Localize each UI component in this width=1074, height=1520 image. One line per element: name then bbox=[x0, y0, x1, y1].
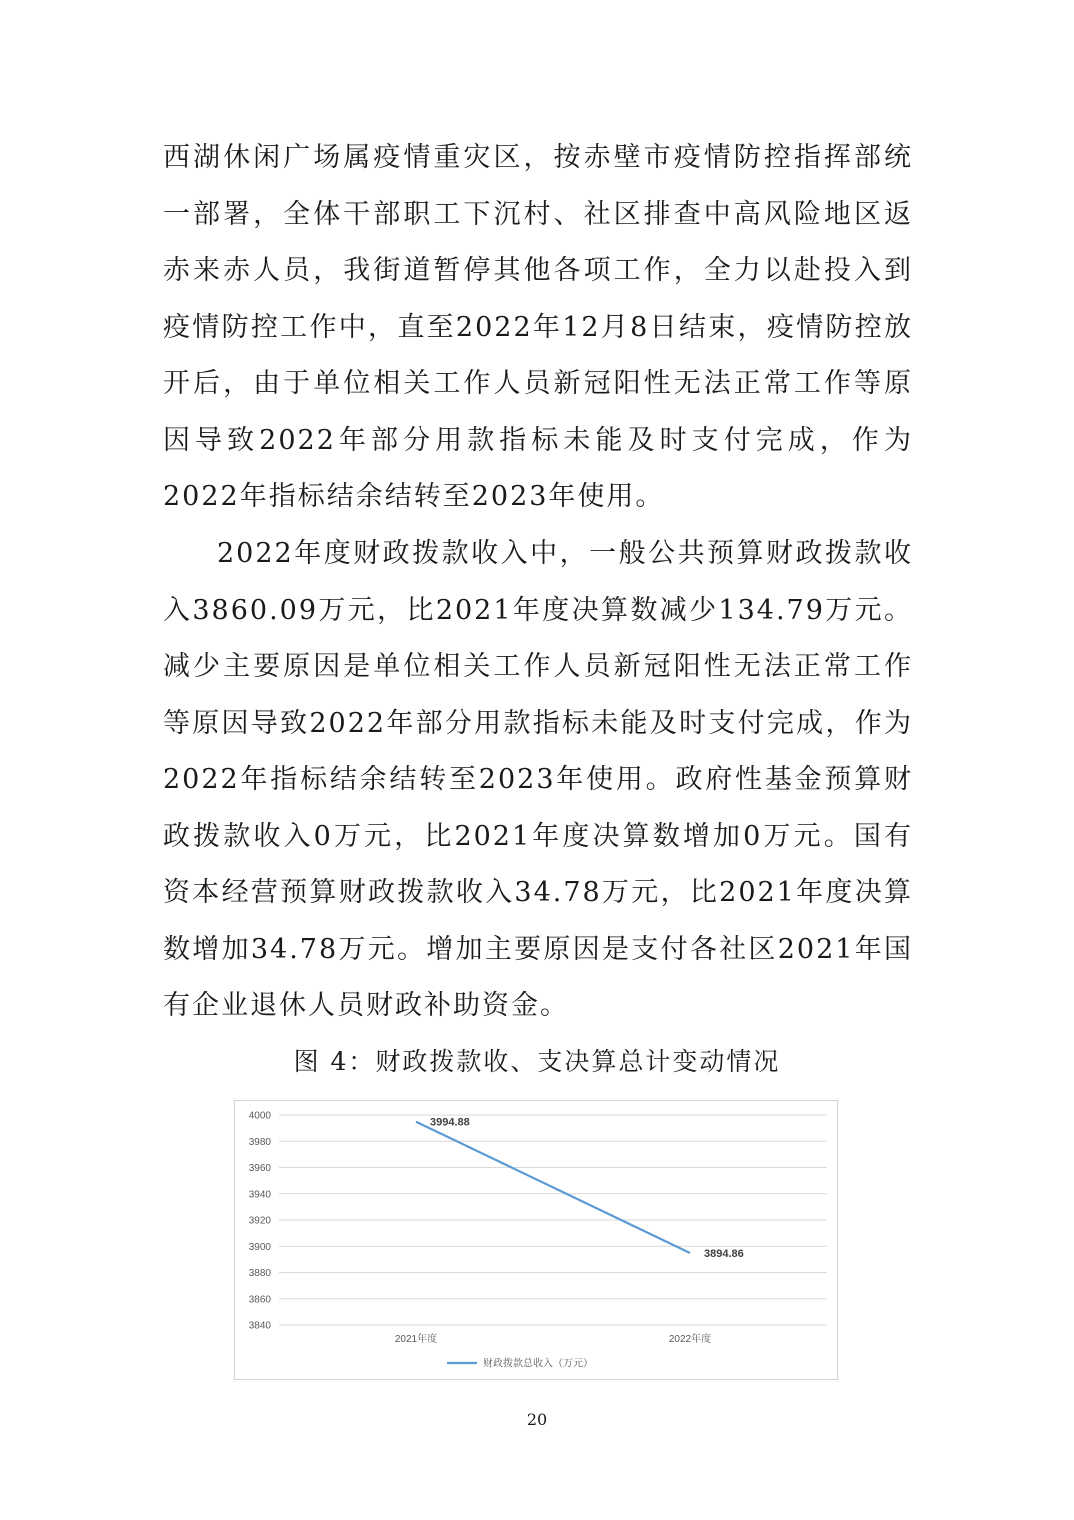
body-paragraph: 西湖休闲广场属疫情重灾区，按赤壁市疫情防控指挥部统一部署，全体干部职工下沉村、社区排查中高风险地区返赤来赤人员，我街道暂停其他各项工作，全力以赴投入到疫情防控工作中，直至2022年12月8日结束，疫情防控放开后，由于单位相关工作人员新冠阳性无法正常工作等原因导致2022年部分用款指标未能及时支付完成，作为2022年指标结余结转至2023年使用。 bbox=[163, 142, 913, 512]
data-label: 3894.86 bbox=[704, 1247, 744, 1260]
y-tick-label: 3940 bbox=[248, 1189, 271, 1201]
line-chart bbox=[234, 1100, 838, 1380]
y-tick-label: 3840 bbox=[248, 1320, 271, 1332]
y-tick-label: 3880 bbox=[248, 1268, 271, 1279]
figure-caption: 图 4：财政拨款收、支决算总计变动情况 bbox=[293, 1047, 781, 1076]
y-tick-label: 3920 bbox=[248, 1215, 271, 1227]
y-tick-label: 3960 bbox=[248, 1163, 271, 1174]
y-tick-label: 4000 bbox=[248, 1110, 271, 1122]
x-tick-label: 2022年度 bbox=[668, 1334, 712, 1345]
y-tick-label: 3980 bbox=[248, 1136, 271, 1148]
body-paragraph: 2022年度财政拨款收入中，一般公共预算财政拨款收入3860.09万元，比2021年度决算数减少134.79万元。减少主要原因是单位相关工作人员新冠阳性无法正常工作等原因导致2022年部分用款指标未能及时支付完成，作为2022年指标结余结转至2023年使用。政府性基金预算财政拨款收入0万元，比2021年度决算数增加0万元。国有资本经营预算财政拨款收入34.78万元，比2021年度决算数增加34.78万元。增加主要原因是支付各社区2021年国有企业退休人员财政补助资金。 bbox=[163, 538, 913, 1021]
chart-svg bbox=[235, 1101, 839, 1381]
page-number: 20 bbox=[526, 1410, 548, 1429]
y-tick-label: 3860 bbox=[248, 1294, 271, 1306]
y-tick-label: 3900 bbox=[248, 1241, 271, 1253]
legend-label: 财政拨款总收入（万元） bbox=[483, 1358, 593, 1370]
x-tick-label: 2021年度 bbox=[394, 1334, 438, 1345]
data-label: 3994.88 bbox=[430, 1116, 470, 1129]
